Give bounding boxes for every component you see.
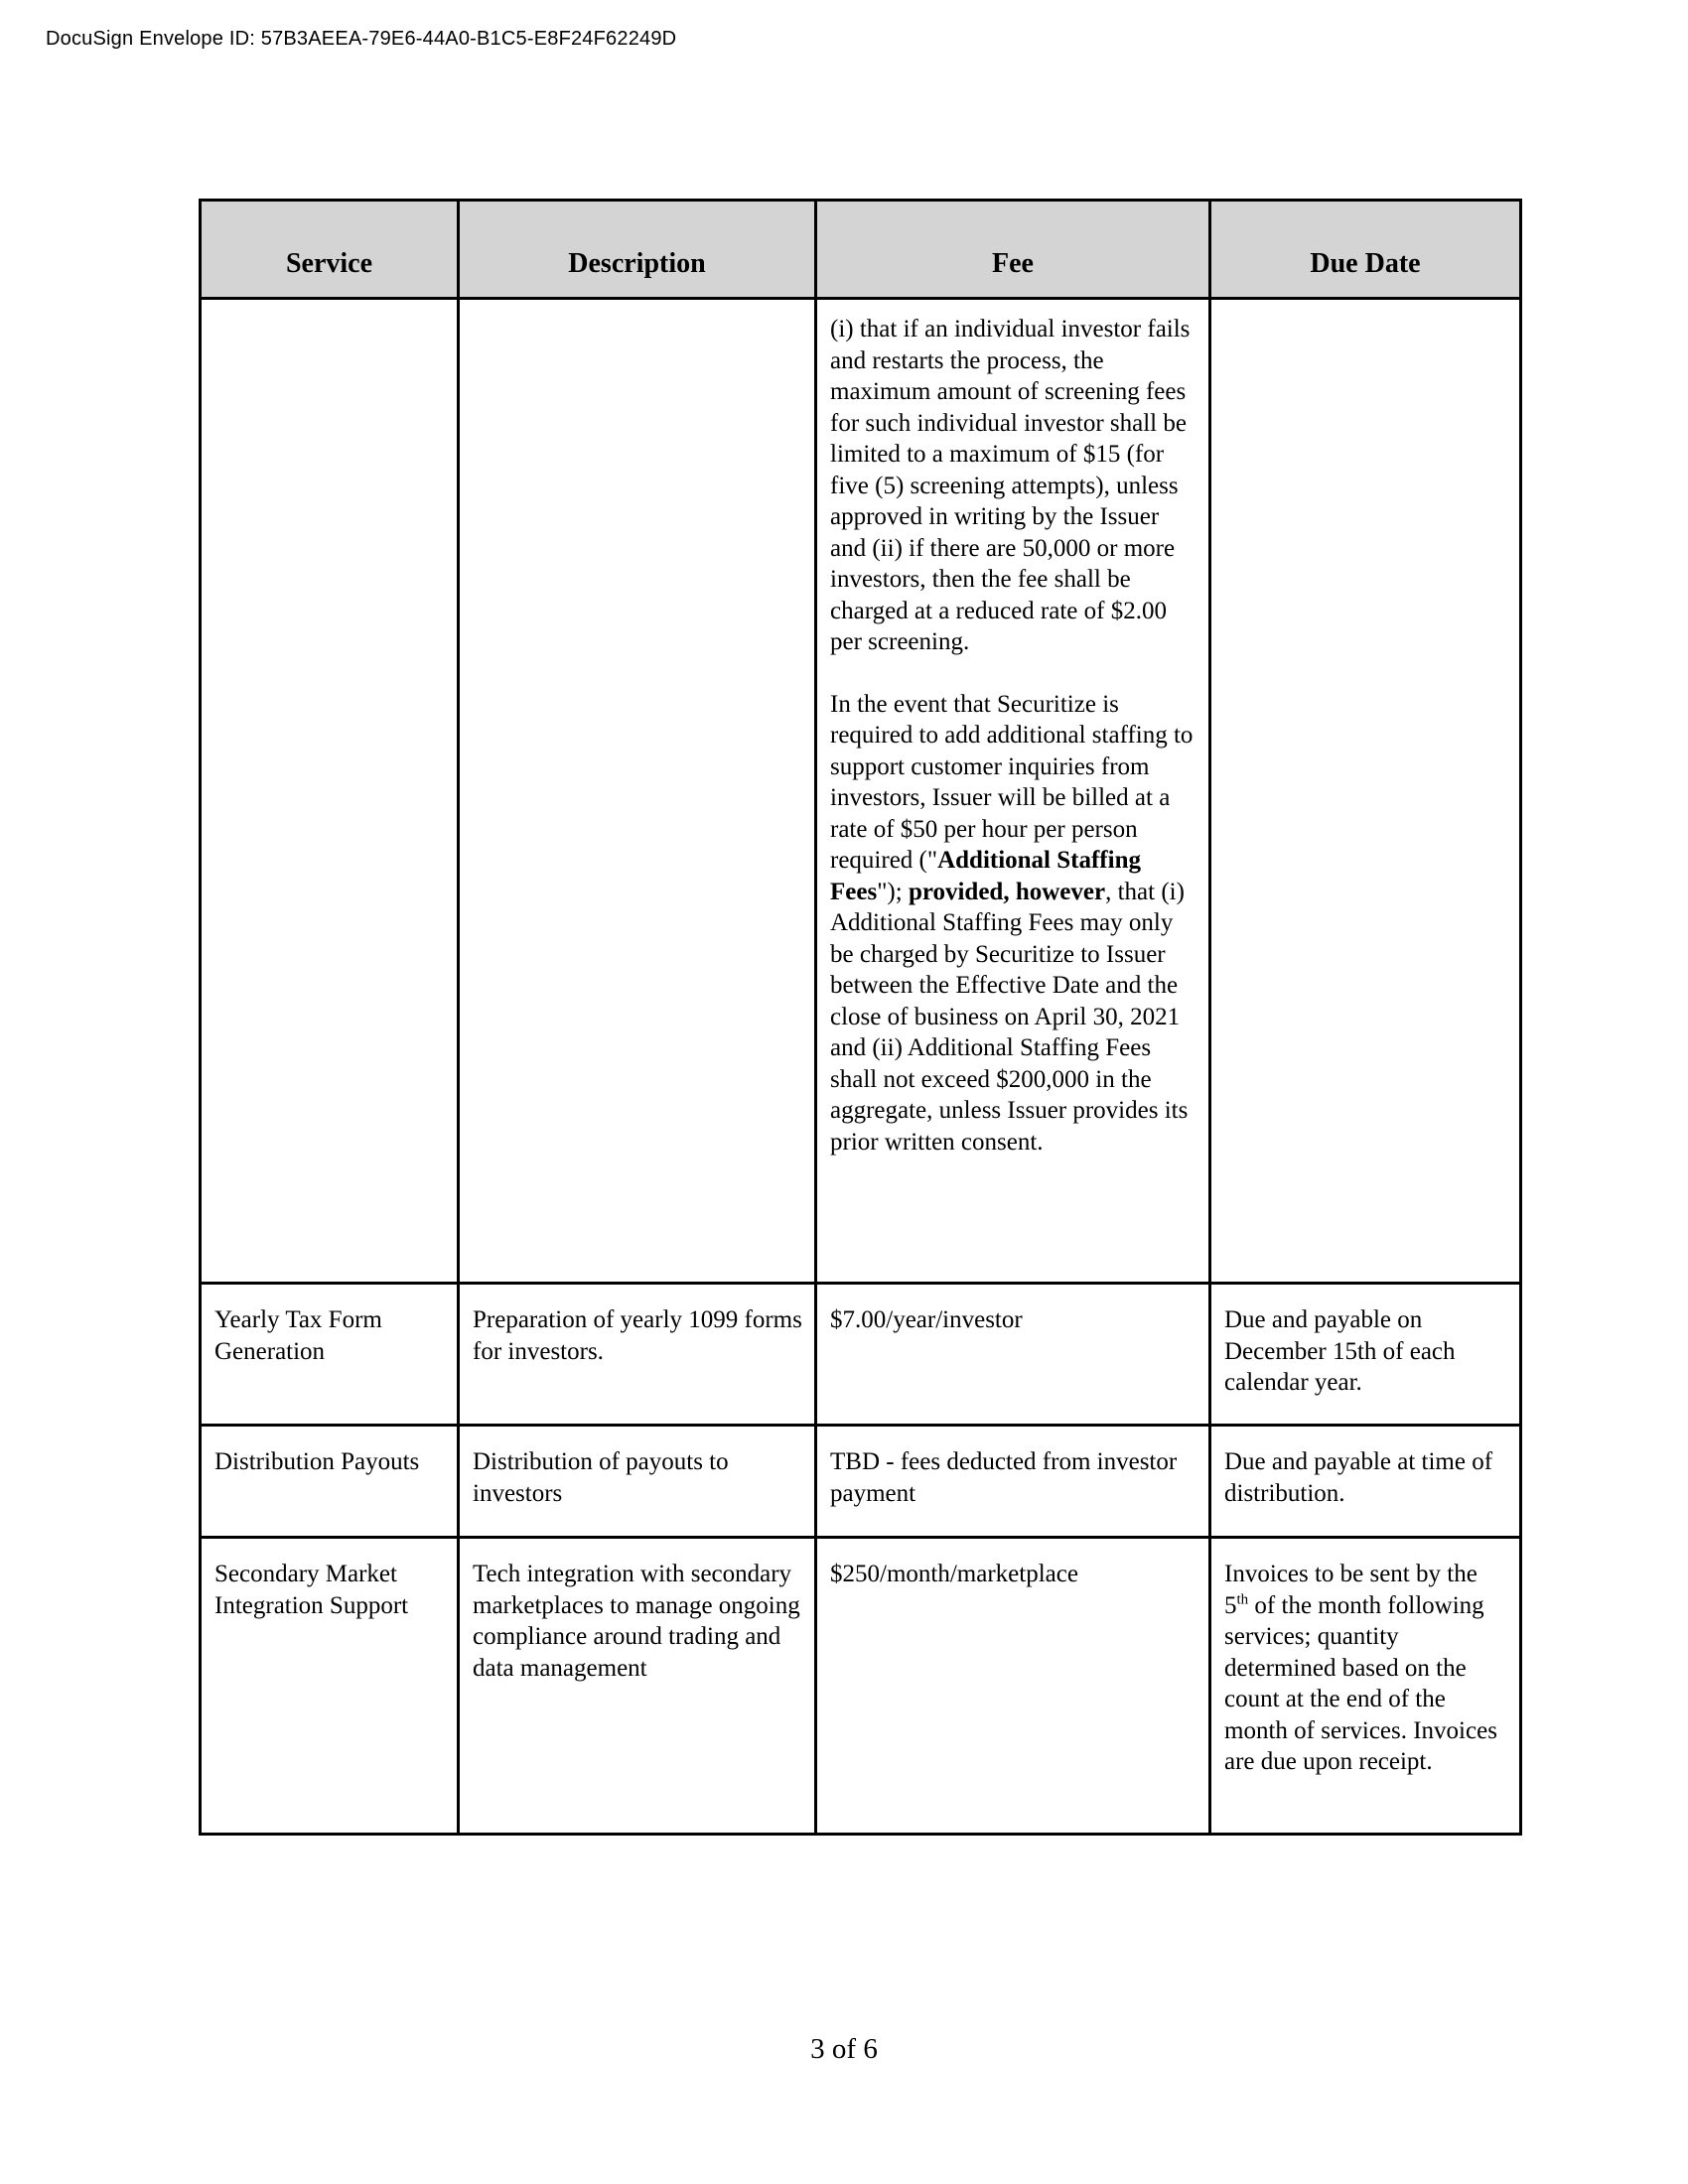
table-row <box>201 299 1521 1284</box>
cell-fee: $250/month/marketplace <box>816 1538 1210 1835</box>
fee-schedule-table <box>199 199 1522 1836</box>
cell-description: Distribution of payouts to investors <box>459 1426 816 1538</box>
cell-due-date: Due and payable on December 15th of each calendar year. <box>1210 1284 1521 1426</box>
fee-staffing-paragraph: In the event that Securitize is required to add additional staffing to support customer inquiries from investors, Issuer will be billed at a rate of $50 per hour per person required ("Additional Staffing Fees"); provided, however, that (i) Additional Staffing Fees may only be charged by Securitize to Issuer between the Effective Date and the close of business on April 30, 2021 and (ii) Additional Staffing Fees shall not exceed $200,000 in the aggregate, unless Issuer provides its prior written consent. <box>830 690 1194 1156</box>
cell-description: Preparation of yearly 1099 forms for investors. <box>459 1284 816 1426</box>
page-number: 3 of 6 <box>810 2033 878 2065</box>
cell-service: Distribution Payouts <box>201 1426 459 1538</box>
header-fee: Fee <box>816 201 1210 299</box>
cell-description: Tech integration with secondary marketplaces to manage ongoing compliance around trading and data management <box>459 1538 816 1835</box>
fee-screening-paragraph: (i) that if an individual investor fails and restarts the process, the maximum amount of screening fees for such individual investor shall be limited to a maximum of $15 (for five (5) screening attempts), unless approved in writing by the Issuer and (ii) if there are 50,000 or more investors, then the fee shall be charged at a reduced rate of $2.00 per screening. <box>830 316 1191 655</box>
table-row <box>201 1284 1521 1426</box>
cell-description <box>459 299 816 1284</box>
cell-due-date: Invoices to be sent by the 5th of the month following services; quantity determined based on the count at the end of the month of services. Invoices are due upon receipt. <box>1210 1538 1521 1835</box>
defined-term-additional-staffing-fees: Additional Staffing Fees <box>830 847 1141 905</box>
cell-service: Secondary Market Integration Support <box>201 1538 459 1835</box>
table-row <box>201 1426 1521 1538</box>
table-row <box>201 1538 1521 1835</box>
cell-due-date <box>1210 299 1521 1284</box>
cell-service <box>201 299 459 1284</box>
header-due-date: Due Date <box>1210 201 1521 299</box>
header-service: Service <box>201 201 459 299</box>
cell-due-date: Due and payable at time of distribution. <box>1210 1426 1521 1538</box>
cell-fee <box>816 299 1210 1284</box>
docusign-envelope-id: DocuSign Envelope ID: 57B3AEEA-79E6-44A0-B1C5-E8F24F62249D <box>46 28 677 50</box>
cell-service: Yearly Tax Form Generation <box>201 1284 459 1426</box>
cell-fee: TBD - fees deducted from investor payment <box>816 1426 1210 1538</box>
cell-fee: $7.00/year/investor <box>816 1284 1210 1426</box>
proviso-text: provided, however <box>908 878 1106 905</box>
table-header-row <box>201 201 1521 299</box>
header-description: Description <box>459 201 816 299</box>
